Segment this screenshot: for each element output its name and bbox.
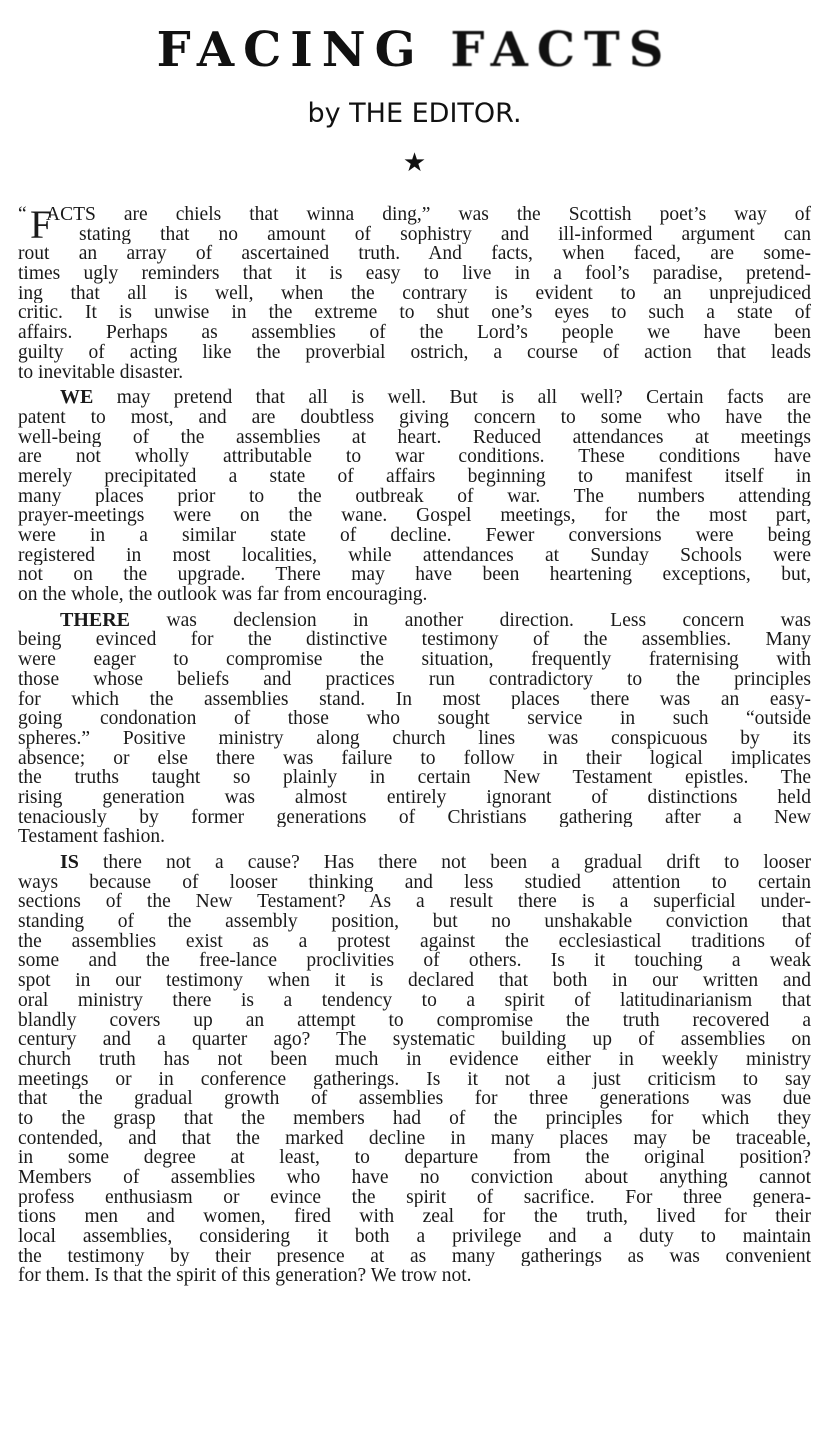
line-text: ACTS are chiels that winna ding,” was the Scottish poet’s way of (46, 204, 811, 225)
line-text: registered in most localities, while attendances at Sunday Schools were (18, 545, 811, 566)
line-text: meetings or in conference gatherings. Is it not a just criticism to say (18, 1069, 811, 1090)
text-line (18, 971, 811, 991)
text-line (18, 1266, 811, 1286)
text-line (18, 630, 811, 650)
line-text: prayer-meetings were on the wane. Gospel meetings, for the most part, (18, 506, 811, 526)
line-text: spot in our testimony when it is declared that both in our written and (18, 971, 811, 991)
text-line (18, 1109, 811, 1129)
text-line (18, 363, 811, 383)
line-text: that the gradual growth of assemblies for three generations was due (18, 1089, 811, 1109)
text-line (18, 264, 811, 284)
paragraph-lead: THERE (60, 610, 131, 631)
line-text: the truths taught so plainly in certain New Testament epistles. The (18, 768, 811, 788)
line-text: may pretend that all is well. But is all well? Certain facts are (93, 388, 811, 408)
text-line (18, 1070, 811, 1090)
text-line (18, 467, 811, 487)
text-line (18, 565, 811, 585)
text-line (18, 1168, 811, 1188)
text-line (18, 709, 811, 729)
line-text: critic. It is unwise in the extreme to shut one’s eyes to such a state of (18, 303, 811, 324)
text-line (18, 912, 811, 932)
line-text: not on the upgrade. There may have been heartening exceptions, but, (18, 565, 811, 586)
line-text: profess enthusiasm or evince the spirit of sacrifice. For three genera- (18, 1187, 811, 1208)
text-line (18, 991, 811, 1011)
line-text: was declension in another direction. Less concern was (130, 610, 811, 631)
star-ornament-icon: ★ (402, 148, 427, 178)
line-text: merely precipitated a state of affairs beginning to manifest itself in (18, 466, 811, 487)
text-line (18, 853, 811, 873)
text-line (18, 1207, 811, 1227)
paragraph-4 (18, 853, 811, 1286)
text-line (18, 546, 811, 566)
line-text: tions men and women, fired with zeal for the truth, lived for their (18, 1207, 811, 1228)
line-text: going condonation of those who sought service in such “outside (18, 709, 811, 729)
article-body (18, 202, 811, 1292)
line-text: well-being of the assemblies at heart. Reduced attendances at meetings (18, 427, 811, 448)
paragraph-lead: WE (60, 388, 94, 408)
line-text: church truth has not been much in evidence either in weekly ministry (18, 1049, 811, 1070)
text-line (18, 892, 811, 912)
text-line (18, 827, 811, 847)
line-text: standing of the assembly position, but no unshakable conviction that (18, 912, 811, 932)
line-text: oral ministry there is a tendency to a spirit of latitudinarianism that (18, 990, 811, 1011)
line-text: are not wholly attributable to war conditions. These conditions have (18, 447, 811, 467)
line-text: some and the free-lance proclivities of others. Is it touching a weak (18, 951, 811, 972)
line-text: local assemblies, considering it both a privilege and a duty to maintain (18, 1227, 811, 1247)
line-text: being evinced for the distinctive testimony of the assemblies. Many (18, 630, 811, 651)
text-line (18, 611, 811, 631)
text-line (18, 225, 811, 245)
text-line (18, 585, 811, 605)
text-line (18, 506, 811, 526)
line-text: rising generation was almost entirely ignorant of distinctions held (18, 787, 811, 808)
line-text: many places prior to the outbreak of war. The numbers attending (18, 486, 811, 507)
text-line (18, 650, 811, 670)
text-line (18, 526, 811, 546)
text-line (18, 1148, 811, 1168)
line-text: century and a quarter ago? The systematic building up of assemblies on (18, 1030, 811, 1050)
line-text: in some degree at least, to departure from the original position? (18, 1148, 811, 1168)
line-text: sections of the New Testament? As a result there is a superficial under- (18, 892, 811, 913)
byline: by THE EDITOR. (307, 98, 522, 129)
text-line (18, 1227, 811, 1247)
text-line (18, 487, 811, 507)
text-line (18, 343, 811, 363)
text-line (18, 388, 811, 408)
text-line (18, 788, 811, 808)
text-line (18, 1030, 811, 1050)
paragraph-3 (18, 611, 811, 847)
line-text: for them. Is that the spirit of this generation? We trow not. (18, 1266, 472, 1287)
line-text: times ugly reminders that it is easy to live in a fool’s paradise, pretend- (18, 264, 811, 284)
line-text: were in a similar state of decline. Fewer conversions were being (18, 526, 811, 546)
line-text: patent to most, and are doubtless giving concern to some who have the (18, 407, 811, 428)
paragraph-2 (18, 388, 811, 605)
text-line (18, 808, 811, 828)
text-line (18, 408, 811, 428)
line-text: guilty of acting like the proverbial ostrich, a course of action that leads (18, 342, 811, 363)
text-line (18, 428, 811, 448)
line-text: the assemblies exist as a protest against the ecclesiastical traditions of (18, 931, 811, 952)
line-text: contended, and that the marked decline in many places may be traceable, (18, 1128, 811, 1149)
line-text: spheres.” Positive ministry along church lines was conspicuous by its (18, 728, 811, 749)
article-title (0, 22, 829, 78)
line-text: tenaciously by former generations of Christians gathering after a New (18, 807, 811, 828)
paragraph-lead: IS (60, 853, 79, 873)
text-line (18, 244, 811, 264)
line-text: ways because of looser thinking and less studied attention to certain (18, 872, 811, 893)
text-line (18, 1129, 811, 1149)
line-text: rout an array of ascertained truth. And facts, when faced, are some- (18, 244, 811, 265)
line-text: were eager to compromise the situation, frequently fraternising with (18, 650, 811, 670)
line-text: for which the assemblies stand. In most places there was an easy- (18, 689, 811, 710)
text-line (18, 303, 811, 323)
text-line (18, 323, 811, 343)
drop-cap: F (30, 202, 53, 247)
title-word-facing: FACING (156, 22, 425, 78)
text-line (18, 1050, 811, 1070)
paragraph-1 (18, 202, 811, 383)
line-text: Members of assemblies who have no conviction about anything cannot (18, 1168, 811, 1188)
text-line (18, 447, 811, 467)
text-line (18, 932, 811, 952)
text-line (18, 690, 811, 710)
text-line (18, 670, 811, 690)
text-line (18, 1247, 811, 1267)
text-line (18, 768, 811, 788)
line-text: there not a cause? Has there not been a gradual drift to looser (78, 853, 811, 873)
text-line (18, 1188, 811, 1208)
line-text: blandly covers up an attempt to compromise the truth recovered a (18, 1010, 811, 1031)
line-text: to the grasp that the members had of the principles for which they (18, 1108, 811, 1129)
line-text: absence; or else there was failure to follow in their logical implicates (18, 748, 811, 769)
line-text: stating that no amount of sophistry and ill-informed argument can (79, 224, 811, 245)
open-quote: “ (18, 204, 27, 225)
line-text: on the whole, the outlook was far from encouraging. (18, 585, 428, 605)
text-line (18, 749, 811, 769)
line-text: the testimony by their presence at as many gatherings as was convenient (18, 1246, 811, 1267)
line-text: ing that all is well, when the contrary is evident to an unprejudiced (18, 283, 811, 304)
line-text: affairs. Perhaps as assemblies of the Lord’s people we have been (18, 323, 811, 343)
text-line (18, 1011, 811, 1031)
text-line (18, 284, 811, 304)
text-line (18, 873, 811, 893)
text-line (18, 729, 811, 749)
title-word-facts: FACTS (450, 22, 673, 78)
line-text: to inevitable disaster. (18, 362, 184, 383)
line-text: Testament fashion. (18, 827, 166, 847)
line-text: those whose beliefs and practices run contradictory to the principles (18, 669, 811, 690)
text-line (18, 1089, 811, 1109)
text-line (18, 951, 811, 971)
